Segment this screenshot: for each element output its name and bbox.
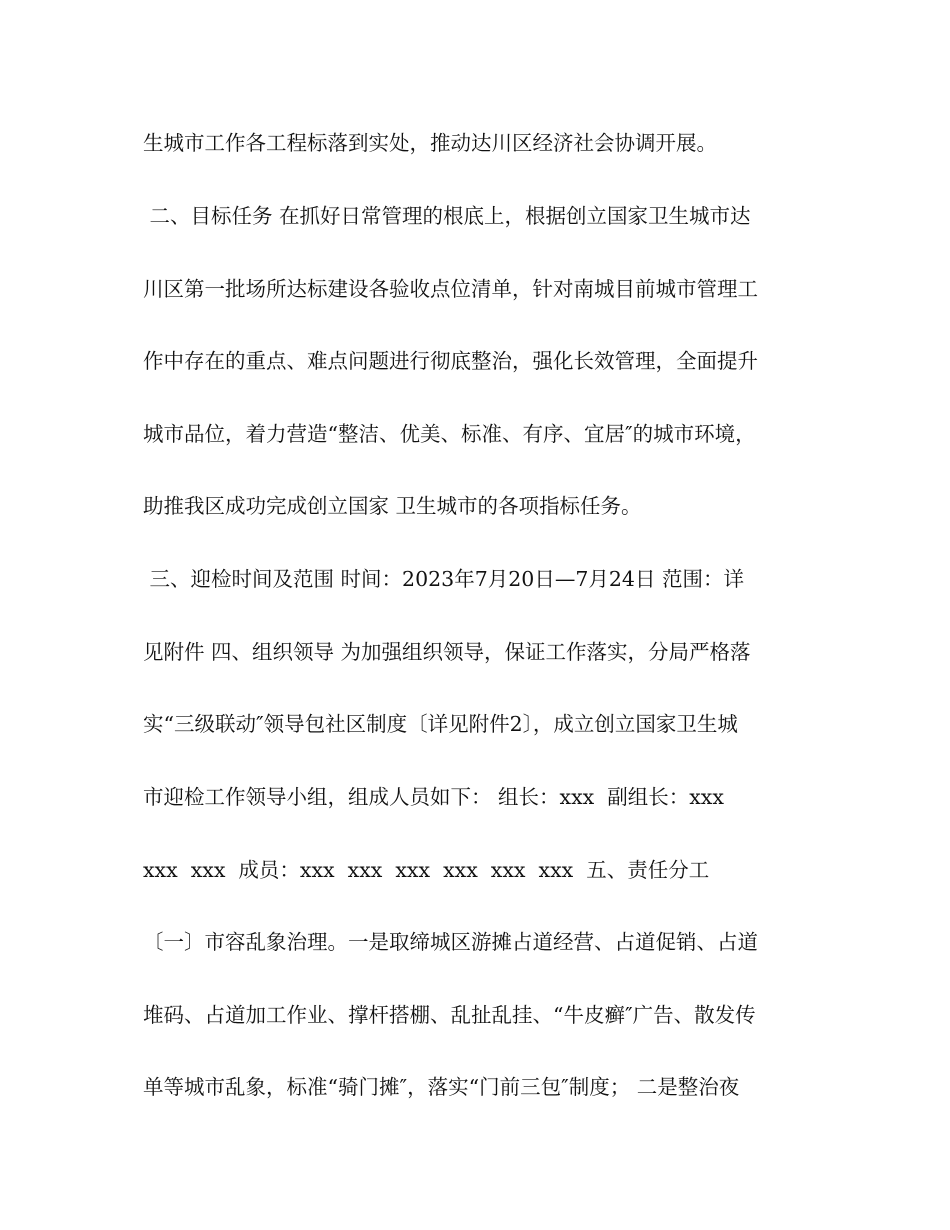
text-line-1: 生城市工作各工程标落到实处，推动达川区经济社会协调开展。 [143, 131, 717, 155]
text-line-12: 〔一〕市容乱象治理。一是取缔城区游摊占道经营、占道促销、占道 [143, 930, 758, 954]
text-line-13: 堆码、占道加工作业、撑杆搭棚、乱扯乱挂、“牛皮癣″广告、散发传 [143, 1003, 756, 1027]
text-line-8: 见附件 四、组织领导 为加强组织领导，保证工作落实，分局严格落 [143, 640, 751, 664]
text-line-10: 市迎检工作领导小组，组成人员如下： 组长：xxx 副组长：xxx [143, 785, 724, 809]
text-line-9: 实“三级联动″领导包社区制度〔详见附件2〕，成立创立国家卫生城 [143, 712, 738, 736]
text-line-5: 城市品位，着力营造“整洁、优美、标准、有序、宜居″的城市环境， [143, 422, 756, 446]
text-line-6: 助推我区成功完成创立国家 卫生城市的各项指标任务。 [143, 494, 642, 518]
text-line-11: xxx xxx 成员：xxx xxx xxx xxx xxx xxx 五、责任分工 [143, 858, 710, 882]
text-line-2: 二、目标任务 在抓好日常管理的根底上，根据创立国家卫生城市达 [143, 204, 751, 228]
text-line-3: 川区第一批场所达标建设各验收点位清单，针对南城目前城市管理工 [143, 277, 758, 301]
text-line-7: 三、迎检时间及范围 时间：2023年7月20日—7月24日 范围：详 [143, 567, 744, 591]
text-line-14: 单等城市乱象，标准“骑门摊″，落实“门前三包″制度； 二是整治夜 [143, 1075, 740, 1099]
text-line-4: 作中存在的重点、难点问题进行彻底整治，强化长效管理，全面提升 [143, 349, 758, 373]
